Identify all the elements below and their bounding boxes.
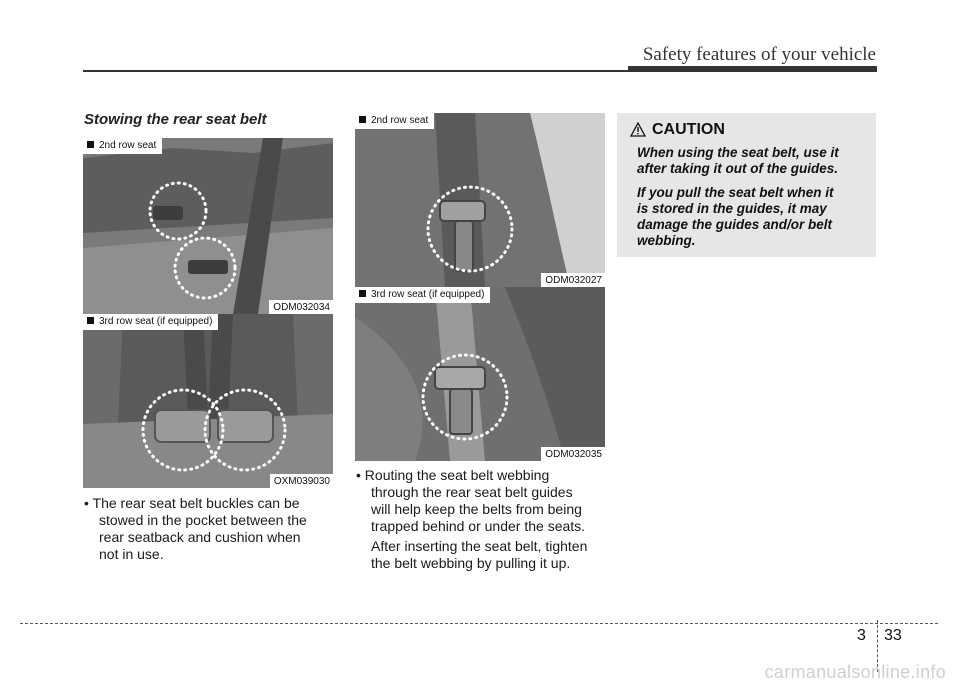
seat-illustration xyxy=(355,113,605,287)
black-square-icon xyxy=(359,290,366,297)
text-line: • The rear seat belt buckles can be xyxy=(84,495,300,511)
text-line: is stored in the guides, it may xyxy=(637,201,827,216)
caution-text xyxy=(637,145,869,249)
text-line: through the rear seat belt guides xyxy=(371,484,573,500)
text-line: stowed in the pocket between the xyxy=(99,512,307,528)
text-line: will help keep the belts from being xyxy=(371,501,582,517)
warning-triangle-icon xyxy=(630,122,646,137)
text-line: If you pull the seat belt when it xyxy=(637,185,834,200)
header-title: Safety features of your vehicle xyxy=(642,44,876,65)
photo-code: ODM032034 xyxy=(269,300,333,314)
page-number: 33 xyxy=(884,627,902,644)
watermark: carmanualsonline.info xyxy=(764,662,946,682)
photo-3rd-row-seat-middle xyxy=(355,287,605,461)
middle-paragraph-text xyxy=(356,538,587,572)
text-line: trapped behind or under the seats. xyxy=(371,518,586,534)
photo-code: OXM039030 xyxy=(270,474,333,488)
seat-illustration xyxy=(355,287,605,461)
photo-2nd-row-seat-middle xyxy=(355,113,605,287)
header-rule xyxy=(83,70,628,72)
black-square-icon xyxy=(87,317,94,324)
text-line: When using the seat belt, use it xyxy=(637,145,839,160)
text-line: webbing. xyxy=(637,233,696,248)
photo-3rd-row-seat-left xyxy=(83,314,333,488)
text-line: damage the guides and/or belt xyxy=(637,217,833,232)
photo-2nd-row-seat-left xyxy=(83,138,333,314)
text-line: rear seatback and cushion when xyxy=(99,529,301,545)
section-title: Stowing the rear seat belt xyxy=(84,111,267,128)
photo-label: 3rd row seat (if equipped) xyxy=(355,287,490,303)
middle-bullet-text xyxy=(356,467,585,535)
photo-code: ODM032035 xyxy=(541,447,605,461)
photo-label: 2nd row seat xyxy=(355,113,434,129)
black-square-icon xyxy=(87,141,94,148)
photo-label: 2nd row seat xyxy=(83,138,162,154)
header-bar xyxy=(628,66,877,72)
caution-heading: CAUTION xyxy=(630,121,725,139)
text-line: the belt webbing by pulling it up. xyxy=(371,555,571,571)
footer-rule xyxy=(20,623,938,624)
caution-box xyxy=(617,113,876,257)
black-square-icon xyxy=(359,116,366,123)
page-chapter: 3 xyxy=(857,627,866,644)
text-line: after taking it out of the guides. xyxy=(637,161,839,176)
seat-illustration xyxy=(83,138,333,314)
text-line: not in use. xyxy=(99,546,164,562)
photo-code: ODM032027 xyxy=(541,273,605,287)
left-bullet-text xyxy=(84,495,307,563)
seat-illustration xyxy=(83,314,333,488)
photo-label: 3rd row seat (if equipped) xyxy=(83,314,218,330)
text-line: After inserting the seat belt, tighten xyxy=(371,538,588,554)
text-line: • Routing the seat belt webbing xyxy=(356,467,550,483)
